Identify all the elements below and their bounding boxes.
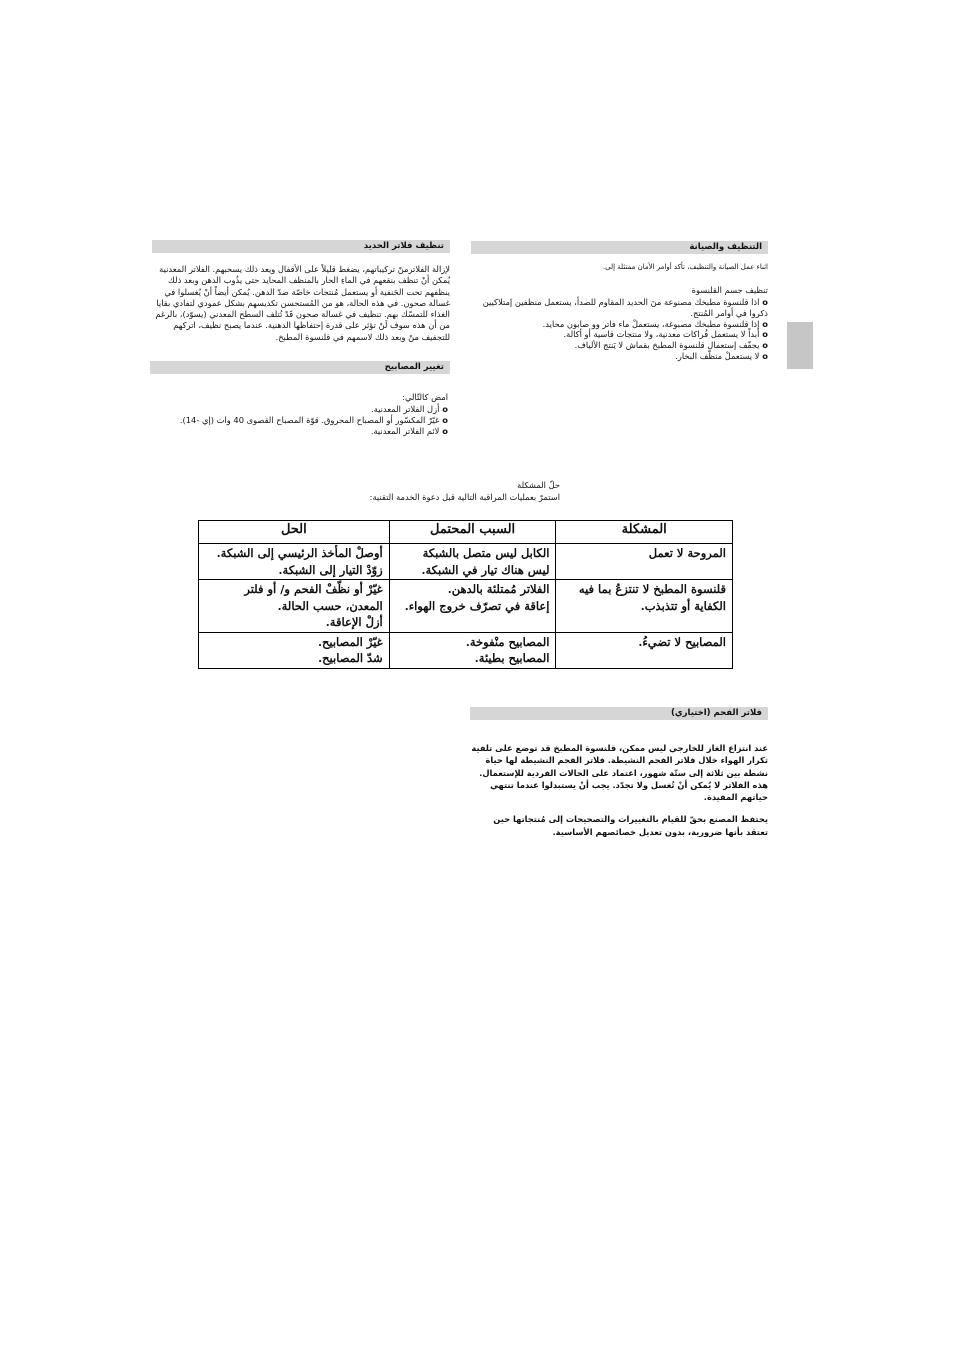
problem-cell [556, 580, 733, 633]
troubleshooting-subtitle: استمرّ بعمليات المراقبة التالية قبل دعوة الخدمة التقنية: [369, 492, 560, 502]
column-header-problem: المشكلة [556, 521, 733, 544]
paragraph: يحتفظ المصنع بحقّ للقيام بالتغييرات والتصحيحات إلى مُنتجاتها حين تعتقد بأنها ضرورية، بدون تعديل خصائصهم الأساسية. [493, 814, 768, 837]
cell-line: أوصلْ المأخذ الرئيسي إلى الشبكة. [216, 546, 383, 560]
cause-cell [389, 580, 556, 633]
list-item: o اذا قلنسوة مطبخك مصنوعة منَ الحديد المقاوم للصدأ، يستعمل منظفين إمتلاكيين ذكروا في أوامر المُنتج. [471, 297, 768, 319]
list-item: o إذا قلنسوة مطبخك مصبوغة، يستعملْ ماء فاتر وو صابون محايد. [471, 319, 768, 330]
list-item: o لائم الفلاتر المعدنية. [150, 426, 448, 437]
cell-line: الكابل ليس متصل بالشبكة [422, 546, 550, 560]
list-item: o يجفّف إستعمال قلنسوة المطبخ بقماش لا يَنتج الألياف. [471, 340, 768, 351]
list-item: o لا يستعملْ منظّف البخار. [471, 351, 768, 362]
cell-line: المصابيح بطيئة. [474, 651, 550, 665]
problem-cell [556, 632, 733, 668]
cell-line: الكفاية أو تتذبذب. [640, 598, 726, 613]
column-header-cause: السبب المحتمل [389, 521, 556, 544]
troubleshooting-table [198, 520, 733, 669]
list-item: o أبداً لا يستعمل فُراكات معدنية، ولا منتجات قاسية أو أكالة. [471, 329, 768, 340]
solution-cell [199, 632, 390, 668]
lamps-steps-list [150, 404, 448, 436]
metal-filters-text [152, 264, 450, 343]
cell-line: المصابيح لا تضيءُ. [638, 634, 726, 649]
paragraph: لإزالة الفلاترمنْ تركيباتهم، يضغط قليلاً على الأقفال ويعد ذلك يسحبهم. الفلاتر المعدنية يُمكن أنْ تنظف بنقعهم في الماءِ الحار بالمنظف المحايد حتى يذُوب الدهن وبعد ذلك ينظفهم تحت الحَنفية أو يستعمل مُنتجات خاصّة ضدّ الدهن. يُمكن أيضاً أنْ يُغسلوا في غسالة صحون. في هذه الحالة، هو من المُستحسن تكديسهم بشكل عمودي لتفادي بقايا الغذاء للتمسّك بهم. تنظيف في غسالة صحون قَدْ تُتلف السطح المعدني (يسوّد)، بالرغم من أن هذه سوف لَنْ تؤثر على قدرة إحتفاظها الدهنية. عندما يصبح نظيف، اتركهم للتجفيف منْ وبعد ذلك لاسمهم في قلنسوة المطبخ. [155, 264, 450, 342]
troubleshooting-title: حلّ المشكلة [517, 480, 560, 490]
solution-cell [199, 544, 390, 580]
cell-line: قلنسوة المطبخ لا تنتزعُ بما فيه [578, 582, 726, 596]
table-row [199, 580, 733, 633]
problem-cell [556, 544, 733, 580]
cell-line: شدّ المصابيح. [318, 651, 383, 665]
cell-line: غيّرْ أو نظّفْ الفحم و/ أو فلتر [244, 582, 383, 596]
list-item: o أزل الفلاتر المعدنية. [150, 404, 448, 415]
table-header-row [199, 521, 733, 544]
lamps-heading: تغيير المصابيح [150, 361, 450, 374]
cause-cell [389, 544, 556, 580]
carbon-filters-heading: فلاتر الفحم (اختياري) [470, 707, 768, 720]
cell-line: زوّدْ التيار إلى الشبكة. [278, 562, 383, 577]
table-row [199, 632, 733, 668]
column-header-solution: الحل [199, 521, 390, 544]
cell-line: الفلاتر مُمتلئة بالدهن. [447, 582, 550, 596]
cell-line: المعدن، حسب الحالة. [277, 598, 383, 613]
list-item: o غيّرْ المكسّور أو المصباح المحروق. قوّة المصباح القصوى 40 وات (إي -14). [150, 415, 448, 426]
cause-cell [389, 632, 556, 668]
carbon-filters-text [470, 742, 768, 838]
cleaning-maintenance-heading: التنظيف والصيانة [471, 241, 768, 254]
metal-filters-heading: تنظيف فلاتر الحديد [152, 240, 450, 253]
lamps-intro: امض كالتّالي: [402, 392, 448, 402]
cell-line: ليس هناك تيار في الشبكة. [421, 562, 550, 577]
solution-cell [199, 580, 390, 633]
page-edge-tab [787, 322, 813, 369]
hood-body-title: تنظيف جسم القلنسوة [691, 285, 768, 295]
cell-line: المروحة لا تعمل [648, 546, 726, 560]
cell-line: غيّرْ المصابيح. [317, 634, 383, 649]
table-row [199, 544, 733, 580]
cell-line: أزلْ الإعاقة. [325, 615, 383, 629]
safety-intro-text: اثناء عمل الصيانة والتنظيف، تأكد أوامر الأمان ممتثلة إلى. [602, 263, 768, 271]
cell-line: إعاقة في تصرّف خروج الهواء. [404, 598, 550, 613]
hood-body-cleaning-list [471, 297, 768, 362]
paragraph: عند انتزاع الغاز للخارجي ليس ممكن، قلنسوة المطبخ قد توضع على تلفية تكرار الهواء خلال فلاتر الفحم النشيطة. فلاتر الفحم النشيطة لها حياة نشطة بين ثلاثة إلى ستّة شهور، اعتماد على الحالات الفردية للإستعمال. هذه الفلاتر لا يُمكن أنْ تُغسل ولا تجدّد. يجب أنْ يستبدلوا عندما تنتهي حياتهم المفيدة. [471, 743, 768, 803]
cell-line: المصابيح منْفوخة. [465, 634, 550, 649]
